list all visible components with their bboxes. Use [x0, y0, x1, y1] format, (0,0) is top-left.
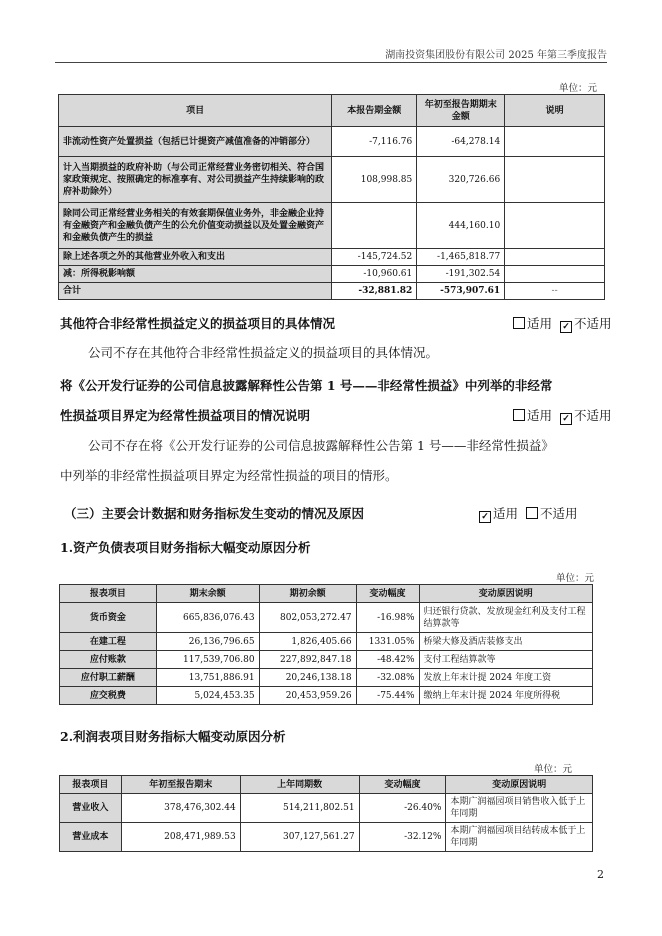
table-row: 营业成本 208,471,989.53 307,127,561.27 -32.12% 本期广润福园项目结转成本低于上年同期: [60, 823, 593, 852]
header-rule: [55, 62, 607, 63]
s2-body-line2: 中列举的非经常性损益项目界定为经常性损益的项目的情形。: [60, 468, 398, 483]
balance-sheet-table: [59, 584, 593, 705]
s3-title: （三）主要会计数据和财务指标发生变动的情况及原因: [64, 506, 365, 521]
unchecked-box-icon[interactable]: [513, 409, 525, 421]
s1-title: 其他符合非经常性损益定义的损益项目的具体情况: [60, 316, 336, 331]
col-header: 报表项目: [60, 585, 157, 603]
t3-unit: 单位：元: [533, 764, 572, 775]
col-header: 本报告期金额: [332, 95, 417, 127]
t2-title: 1.资产负债表项目财务指标大幅变动原因分析: [60, 540, 311, 555]
col-header: 变动原因说明: [419, 585, 592, 603]
t2-unit: 单位：元: [555, 573, 594, 584]
table-row: 在建工程 26,136,796.65 1,826,405.66 1331.05% 桥梁大修及酒店装修支出: [60, 633, 593, 651]
col-header: 变动幅度: [356, 585, 419, 603]
checked-box-icon[interactable]: ✓: [560, 413, 572, 425]
s2-title-line1: 将《公开发行证券的公司信息披露解释性公告第 1 号——非经常性损益》中列举的非经常: [60, 378, 553, 393]
col-header: 年初至报告期期末金额: [417, 95, 505, 127]
checked-box-icon[interactable]: ✓: [560, 321, 572, 333]
table-row: 除同公司正常经营业务相关的有效套期保值业务外，非金融企业持有金融资产和金融负债产生的公允价值变动损益以及处置金融资产和金融负债产生的损益 444,160.10: [59, 203, 605, 249]
table-row: 计入当期损益的政府补助（与公司正常经营业务密切相关、符合国家政策规定、按照确定的标准享有、对公司损益产生持续影响的政府补助除外） 108,998.85 320,726.66: [59, 157, 605, 203]
col-header: 变动幅度: [359, 776, 446, 794]
nonrecurring-table: [58, 94, 605, 300]
s2-options: 适用 ✓ 不适用: [513, 406, 612, 425]
table-row: 减：所得税影响额 -10,960.61 -191,302.54: [59, 266, 605, 283]
s1-options: 适用 ✓ 不适用: [513, 314, 612, 333]
page-number: 2: [597, 868, 604, 881]
col-header: 年初至报告期末: [121, 776, 240, 794]
col-header: 说明: [505, 95, 605, 127]
col-header: 上年同期数: [240, 776, 359, 794]
col-header: 项目: [59, 95, 332, 127]
t1-unit: 单位：元: [558, 83, 597, 94]
checked-box-icon[interactable]: ✓: [479, 511, 491, 523]
table-row: 应付职工薪酬 13,751,886.91 20,246,138.18 -32.08% 发放上年末计提 2024 年度工资: [60, 669, 593, 687]
table-row: 非流动性资产处置损益（包括已计提资产减值准备的冲销部分） -7,116.76 -64,278.14: [59, 127, 605, 157]
s2-body-line1: 公司不存在将《公开发行证券的公司信息披露解释性公告第 1 号——非经常性损益》: [88, 438, 554, 453]
unchecked-box-icon[interactable]: [526, 507, 538, 519]
s3-options: ✓ 适用 不适用: [479, 504, 578, 523]
table-row: 除上述各项之外的其他营业外收入和支出 -145,724.52 -1,465,818.77: [59, 249, 605, 266]
table-row: 应付账款 117,539,706.80 227,892,847.18 -48.42% 支付工程结算款等: [60, 651, 593, 669]
table-row: 营业收入 378,476,302.44 514,211,802.51 -26.40% 本期广润福园项目销售收入低于上年同期: [60, 794, 593, 823]
s1-body: 公司不存在其他符合非经常性损益定义的损益项目的具体情况。: [88, 345, 439, 360]
page-header: 湖南投资集团股份有限公司 2025 年第三季度报告: [385, 50, 607, 61]
table-row-total: 合计 -32,881.82 -573,907.61 --: [59, 283, 605, 300]
t3-title: 2.利润表项目财务指标大幅变动原因分析: [60, 729, 286, 744]
col-header: 报表项目: [60, 776, 122, 794]
table-row: 应交税费 5,024,453.35 20,453,959.26 -75.44% 缴纳上年末计提 2024 年度所得税: [60, 687, 593, 705]
col-header: 期初余额: [259, 585, 356, 603]
income-statement-table: [59, 775, 593, 852]
s2-title-line2: 性损益项目界定为经常性损益项目的情况说明: [60, 408, 311, 423]
unchecked-box-icon[interactable]: [513, 317, 525, 329]
col-header: 变动原因说明: [446, 776, 593, 794]
col-header: 期末余额: [156, 585, 259, 603]
table-row: 货币资金 665,836,076.43 802,053,272.47 -16.98% 归还银行贷款、发放现金红利及支付工程结算款等: [60, 603, 593, 633]
